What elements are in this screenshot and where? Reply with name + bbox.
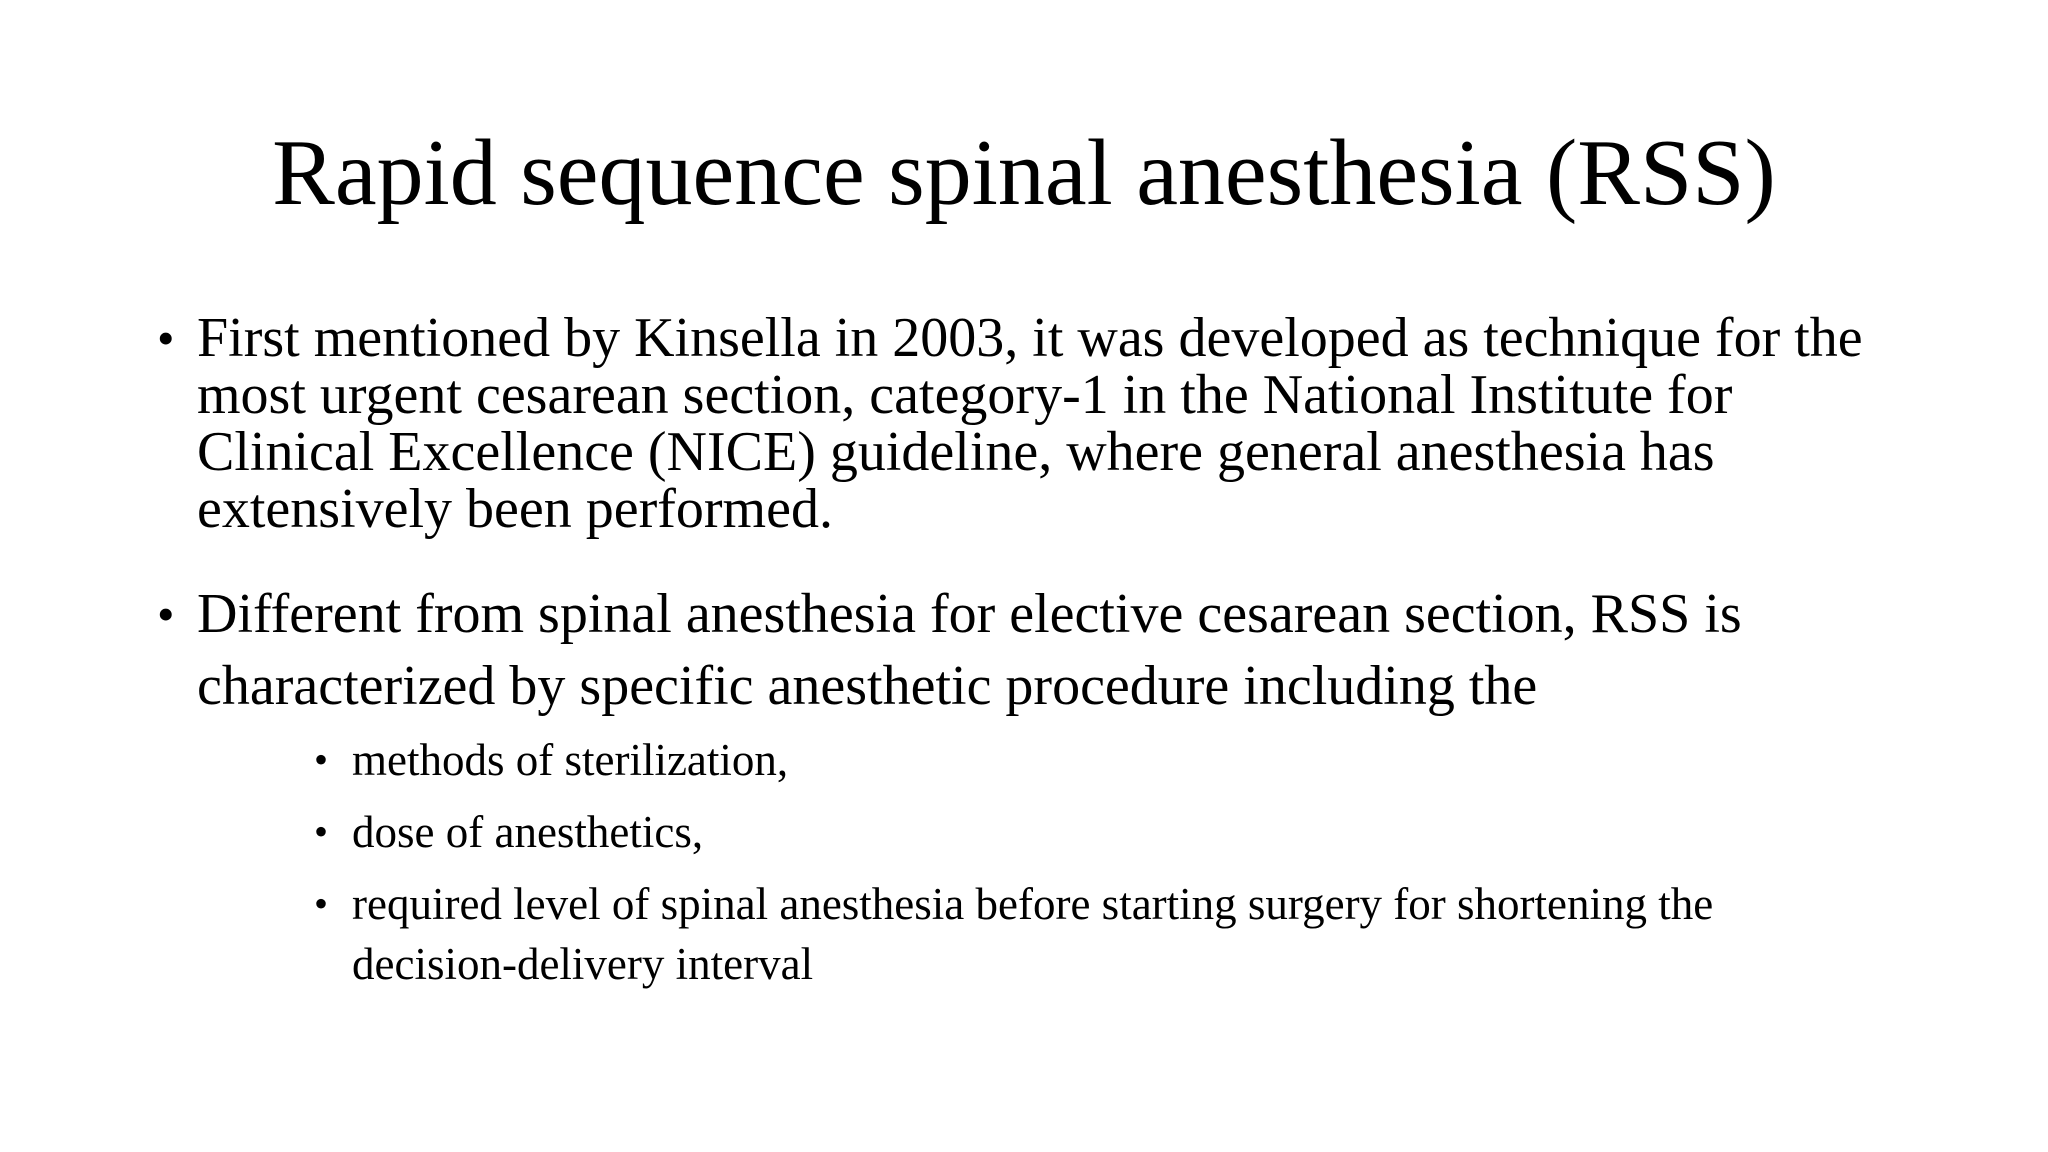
bullet-icon: • [157,586,175,642]
bullet-text: First mentioned by Kinsella in 2003, it was developed as technique for the most urgent cesarean section, category-1 in the National Institute for Clinical Excellence (NICE) guideline, where general anesthesia has extensively been performed. [197,307,1863,540]
sub-bullet-text: methods of sterilization, [352,735,789,785]
slide-title: Rapid sequence spinal anesthesia (RSS) [272,121,1776,225]
bullet-text: Different from spinal anesthesia for elective cesarean section, RSS is characterized by specific anesthetic procedure including the [197,583,1742,717]
sub-bullet-text: required level of spinal anesthesia before starting surgery for shortening the decision-delivery interval [352,879,1714,989]
sub-bullet-item [314,730,1852,790]
bullet-item [157,578,1917,722]
sub-bullet-icon: • [314,881,329,926]
bullet-icon: • [157,310,175,366]
sub-bullet-icon: • [314,809,329,854]
sub-bullet-text: dose of anesthetics, [352,807,704,857]
sub-bullet-icon: • [314,737,329,782]
sub-bullet-item [314,802,1852,862]
bullet-item [157,307,1917,540]
sub-bullet-item [314,874,1852,994]
